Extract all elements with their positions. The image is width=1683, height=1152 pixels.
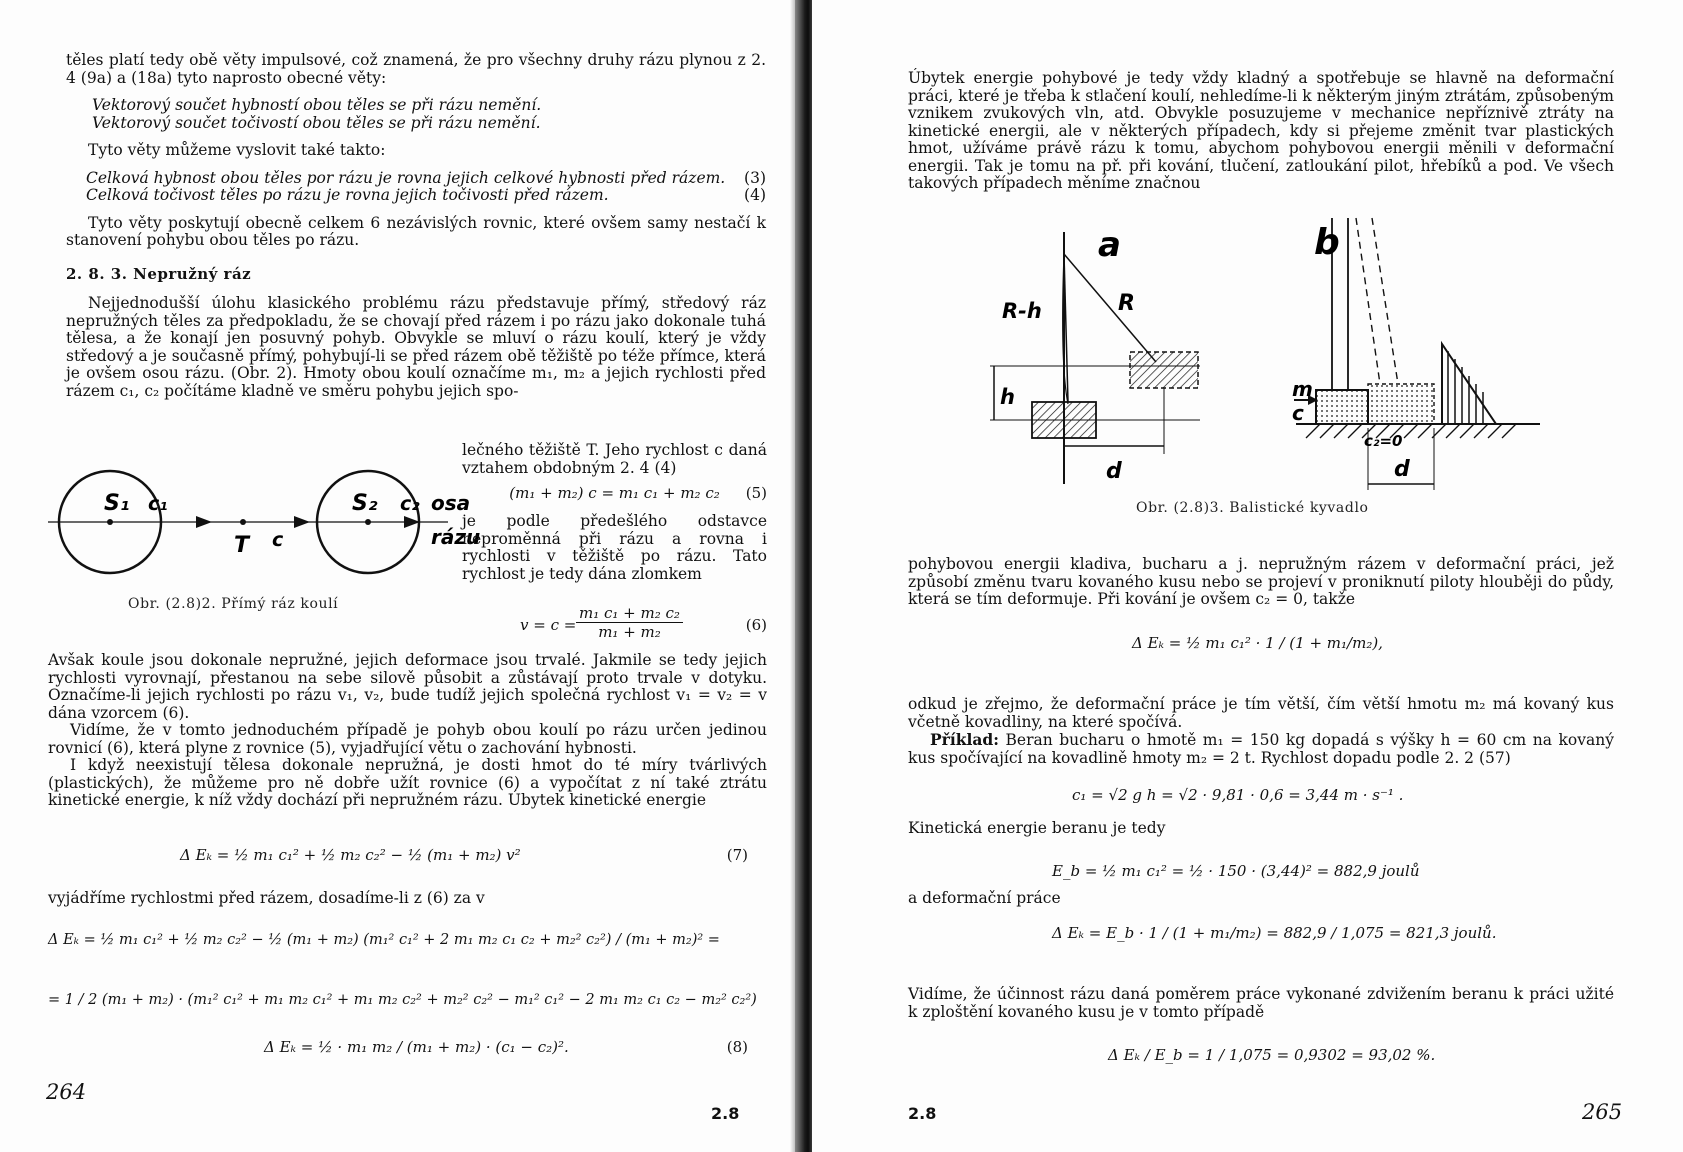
para-6: vyjádříme rychlostmi před rázem, dosadíme-li z (6) za v (48, 889, 485, 907)
section-heading: 2. 8. 3. Nepružný ráz (66, 264, 252, 283)
equation-efficiency-body: Δ Eₖ / E_b = 1 / 1,075 = 0,9302 = 93,02 %. (1108, 1046, 1436, 1064)
label-razu: rázu (431, 525, 481, 549)
label-h: h (1000, 385, 1015, 409)
para-3: Avšak koule jsou dokonale nepružné, jejich deformace jsou trvalé. Jakmile se tedy jejich rychlosti vyrovnají, přestanou na sebe silově působit a zůstávají proto trvale v dotyku. Označíme-li jejich rychlosti po rázu v₁, v₂, bude tudíž jejich společná rychlost v₁ = v₂ = v dána vzorcem (6). (48, 651, 767, 722)
left-lower-block (48, 652, 767, 810)
example-label: Příklad: (930, 730, 999, 749)
left-intro-block (66, 52, 766, 400)
para-1-main: Nejjednodušší úlohu klasického problému rázu představuje přímý, středový ráz nepružných těles za předpokladu, že se chovají před rázem i po rázu jako dokonale tuhá tělesa, a že konají jen posuvný pohyb. Obvykle se mluví o rázu koulí, který je vždy středový a je současně přímý, pohybují-li se před rázem obě těžiště po téže přímce, která je ovšem osou rázu. (Obr. 2). Hmoty obou koulí označíme m₁, m₂ a jejich rychlosti před rázem c₁, c₂ počítáme kladně ve směru pohybu jejich spo- (66, 294, 766, 400)
ground-hatch (1306, 424, 1516, 438)
para-1-side: lečného těžiště T. Jeho rychlost c daná vztahem obdobným 2. 4 (4) (462, 441, 767, 477)
equation-6-lhs: v = c = (520, 616, 577, 634)
string-swung-a (1064, 254, 1156, 362)
equation-7 (180, 846, 748, 870)
equation-8-body: Δ Eₖ = ½ · m₁ m₂ / (m₁ + m₂) · (c₁ − c₂)². (264, 1038, 569, 1056)
label-m: m (1292, 377, 1313, 401)
pendulum-b (1292, 218, 1540, 490)
right-middle-block (908, 696, 1614, 767)
equation-deform (1052, 924, 1496, 948)
label-d-b: d (1394, 457, 1410, 482)
equation-long-1-body: Δ Eₖ = ½ m₁ c₁² + ½ m₂ c₂² − ½ (m₁ + m₂) (m₁² c₁² + 2 m₁ m₂ c₁ c₂ + m₂² c₂²) / (m₁ + m₂)² = (48, 932, 720, 948)
para-6-block (48, 890, 767, 908)
law-4-text: Celková točivost těles po rázu je rovna jejich točivosti před rázem. (86, 186, 609, 204)
label-d-a: d (1106, 459, 1122, 484)
right-page (812, 0, 1683, 1152)
equation-6-fraction (576, 604, 683, 641)
deform-text: a deformační práce (908, 889, 1061, 907)
equation-eb (1052, 862, 1420, 886)
page-number-left: 264 (46, 1080, 87, 1104)
equation-5-number: (5) (745, 484, 767, 502)
equation-6-denominator: m₁ + m₂ (598, 623, 661, 641)
deform-text-block (908, 890, 1614, 908)
block-swung-b (1368, 384, 1434, 424)
example-paragraph (908, 731, 1614, 767)
equation-c1-body: c₁ = √2 g h = √2 · 9,81 · 0,6 = 3,44 m · s⁻¹ . (1072, 786, 1404, 804)
equation-efficiency (1108, 1046, 1435, 1070)
label-c2-zero: c₂=0 (1364, 432, 1403, 450)
label-b: b (1314, 222, 1340, 263)
center-s2 (365, 519, 371, 525)
right-para-1: Úbytek energie pohybové je tedy vždy kladný a spotřebuje se hlavně na deformační práci, které je třeba k stlačení koulí, nehledíme-li k některým jiným ztrátám, způsobeným vznikem zvukových vln, atd. Obvykle posuzujeme v mechanice nepříznivě ztráty na kinetické energii, ale v některých případech, kdy si přejeme změnit tvar plastických hmot, užíváme právě rázu k tomu, abychom pohybovou energii měnili v deformační energii. Tak je tomu na př. při kování, tlučení, zatloukání pilot, hřebíků a pod. Ve všech takových případech měníme značnou (908, 69, 1614, 192)
center-t (240, 519, 246, 525)
equation-eb-body: E_b = ½ m₁ c₁² = ½ · 150 · (3,44)² = 882,9 joulů (1052, 862, 1420, 880)
equation-long-2-body: = 1 / 2 (m₁ + m₂) · (m₁² c₁² + m₁ m₂ c₁² + m₁ m₂ c₂² + m₂² c₂² − m₁² c₁² − 2 m₁ m₂ c₁ c₂ − m₂² c₂²) (48, 992, 757, 1008)
arrow-c (294, 516, 310, 528)
block-swung-a (1130, 352, 1198, 388)
left-page (0, 0, 800, 1152)
equations-note: Tyto věty poskytují obecně celkem 6 nezávislých rovnic, které ovšem samy nestačí k stanovení pohybu obou těles po rázu. (66, 213, 766, 249)
figure-3-caption: Obr. (2.8)3. Balistické kyvadlo (1136, 500, 1369, 516)
equation-6-numerator: m₁ c₁ + m₂ c₂ (576, 604, 683, 623)
equation-long-2 (48, 990, 767, 1010)
label-s2: S₂ (352, 491, 378, 516)
also-text: Tyto věty můžeme vyslovit také takto: (88, 141, 386, 159)
center-s1 (107, 519, 113, 525)
statement-1: Vektorový součet hybností obou těles se při rázu nemění. (92, 96, 542, 114)
law-3-text: Celková hybnost obou těles por rázu je rovna jejich celkové hybnosti před rázem. (86, 168, 726, 187)
equation-5 (462, 485, 767, 509)
label-t: T (234, 533, 250, 558)
para-2-side: je podle předešlého odstavce neproměnná při rázu a rovna i rychlosti v těžiště po rázu. Tato rychlost je tedy dána zlomkem (462, 512, 767, 583)
law-4 (66, 187, 766, 205)
figure-3 (980, 214, 1540, 524)
chapter-marker-left: 2.8 (711, 1104, 740, 1123)
right-para-4-block (908, 986, 1614, 1021)
arrow-c1 (196, 516, 212, 528)
equation-8-number: (8) (726, 1038, 748, 1056)
statement-2: Vektorový součet točivostí obou těles se při rázu nemění. (92, 113, 541, 132)
figure-3-drawing (980, 214, 1540, 494)
label-c2: c₂ (400, 493, 420, 515)
kinetic-text-block (908, 820, 1614, 838)
right-para-1-block (908, 70, 1614, 193)
page-number-right: 265 (1582, 1100, 1623, 1124)
equation-c1 (1072, 786, 1403, 810)
figure-2-caption: Obr. (2.8)2. Přímý ráz koulí (128, 596, 339, 612)
label-c-b: c (1292, 401, 1304, 425)
equation-forge-body: Δ Eₖ = ½ m₁ c₁² · 1 / (1 + m₁/m₂), (1132, 634, 1383, 652)
label-a: a (1098, 225, 1121, 265)
chapter-marker-right: 2.8 (908, 1104, 937, 1123)
equation-8 (264, 1038, 748, 1062)
right-para-3: odkud je zřejmo, že deformační práce je tím větší, čím větší hmotu m₂ má kovaný kus včetně kovadliny, na které spočívá. (908, 695, 1614, 731)
equation-forge (1132, 634, 1383, 658)
law-3-number: (3) (744, 168, 766, 187)
right-para-2-block (908, 556, 1614, 609)
label-osa: osa (431, 491, 471, 515)
rod-swung-b2 (1372, 218, 1398, 384)
pendulum-a (990, 225, 1200, 484)
figure-2-drawing (48, 468, 481, 598)
block-rest-b (1316, 390, 1368, 424)
kinetic-text: Kinetická energie beranu je tedy (908, 819, 1166, 837)
para-4: Vidíme, že v tomto jednoduchém případě je pohyb obou koulí po rázu určen jedinou rovnicí (6), která plyne z rovnice (5), vyjadřující větu o zachování hybnosti. (48, 721, 767, 757)
left-side-column (462, 442, 767, 583)
law-4-number: (4) (744, 186, 766, 204)
equation-6-number: (6) (745, 616, 767, 634)
equation-5-body: (m₁ + m₂) c = m₁ c₁ + m₂ c₂ (509, 484, 720, 502)
equation-6 (520, 604, 767, 646)
figure-2 (48, 468, 481, 618)
equation-long-1 (48, 930, 767, 950)
label-rh: R-h (1002, 299, 1042, 323)
label-c1: c₁ (148, 493, 168, 515)
right-para-2: pohybovou energii kladiva, bucharu a j. nepružným rázem v deformační práci, jež způsobí změnu tvaru kovaného kusu nebo se projeví v proniknutí piloty hlouběji do půdy, která se tím deformuje. Při kování je ovšem c₂ = 0, takže (908, 555, 1614, 608)
intro-text: těles platí tedy obě věty impulsové, což znamená, že pro všechny druhy rázu plynou z 2. 4 (9a) a (18a) tyto naprosto obecné věty: (66, 51, 766, 87)
equation-7-body: Δ Eₖ = ½ m₁ c₁² + ½ m₂ c₂² − ½ (m₁ + m₂) v² (180, 846, 521, 864)
equation-deform-body: Δ Eₖ = E_b · 1 / (1 + m₁/m₂) = 882,9 / 1,075 = 821,3 joulů. (1052, 924, 1497, 942)
law-3 (66, 170, 766, 188)
label-s1: S₁ (104, 491, 130, 516)
example-text: Beran bucharu o hmotě m₁ = 150 kg dopadá s výšky h = 60 cm na kovaný kus spočívající na kovadlině hmoty m₂ = 2 t. Rychlost dopadu podle 2. 2 (57) (908, 731, 1614, 767)
equation-7-number: (7) (726, 846, 748, 864)
right-para-4: Vidíme, že účinnost rázu daná poměrem práce vykonané zdvižením beranu k práci užité k zploštění kovaného kusu je v tomto případě (908, 985, 1614, 1021)
label-r: R (1118, 291, 1135, 316)
label-c: c (272, 529, 284, 551)
para-5: I když neexistují tělesa dokonale nepružná, je dosti hmot do té míry tvárlivých (plastických), že můžeme pro ně dobře užít rovnice (6) a vypočítat z ní také ztrátu kinetické energie, k níž vždy dochází při nepružném rázu. Úbytek kinetické energie (48, 756, 767, 809)
